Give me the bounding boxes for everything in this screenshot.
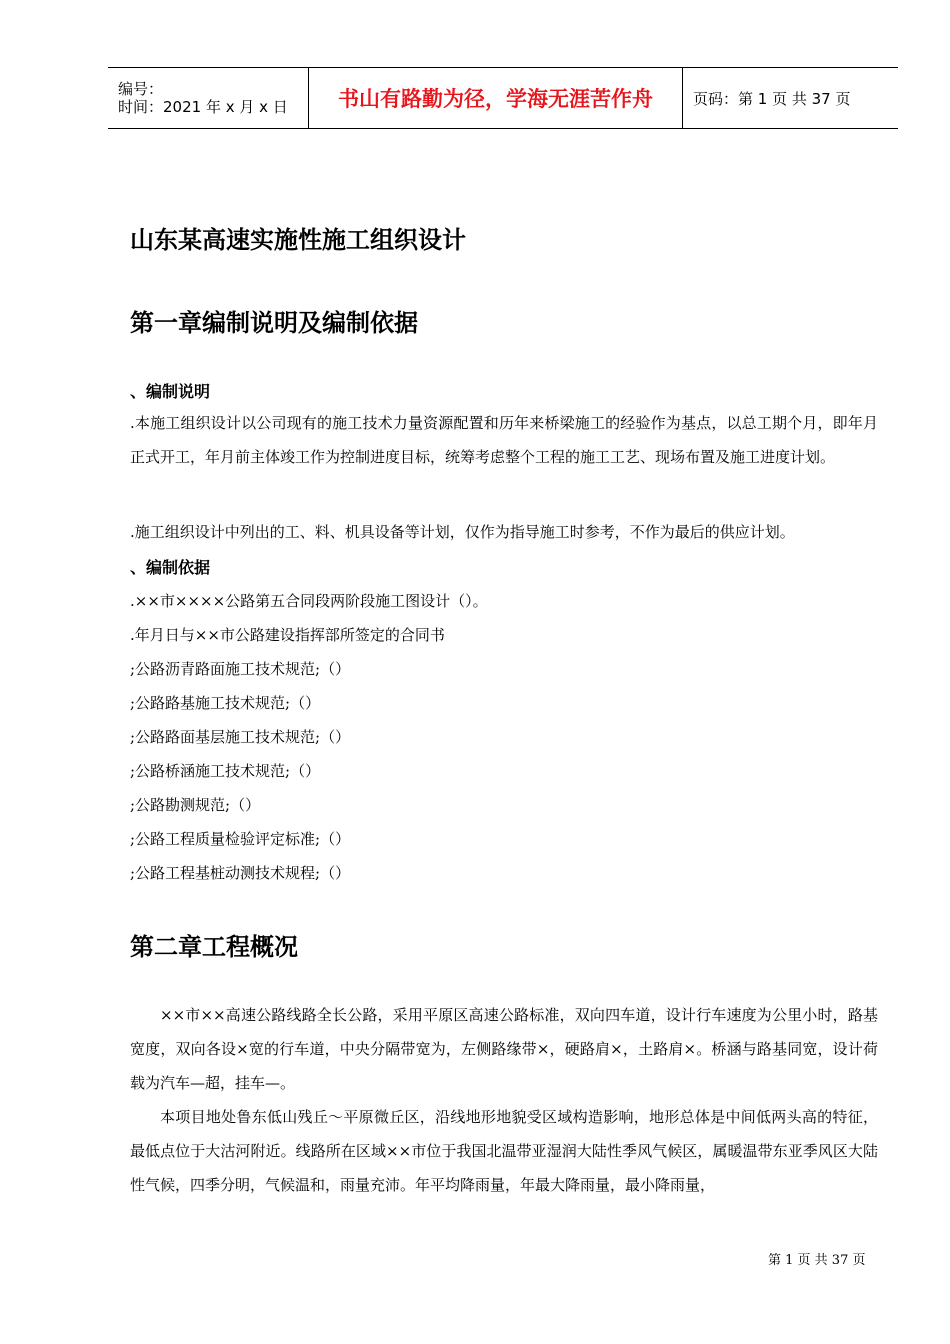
section-compilation-basis: 、编制依据 [130, 558, 211, 577]
basis-item: ;公路工程基桩动测技术规程;（） [130, 864, 351, 882]
basis-item: .××市××××公路第五合同段两阶段施工图设计（）。 [130, 592, 488, 610]
basis-item: ;公路沥青路面施工技术规范;（） [130, 660, 351, 678]
basis-item: ;公路路基施工技术规范;（） [130, 694, 321, 712]
header-page-label: 页码：第 1 页 共 37 页 [693, 89, 851, 108]
chapter2-heading: 第二章工程概况 [130, 933, 298, 961]
page-footer: 第 1 页 共 37 页 [768, 1253, 866, 1268]
chapter1-heading: 第一章编制说明及编制依据 [130, 309, 418, 337]
page-header [108, 67, 898, 129]
number-label: 编号： [118, 80, 164, 98]
basis-item: ;公路勘测规范;（） [130, 796, 261, 814]
paragraph: .施工组织设计中列出的工、料、机具设备等计划，仅作为指导施工时参考，不作为最后的供应计划。 [130, 523, 795, 541]
header-info [108, 68, 309, 128]
basis-item: ;公路工程质量检验评定标准;（） [130, 830, 351, 848]
document-title: 山东某高速实施性施工组织设计 [130, 226, 466, 254]
basis-item: ;公路路面基层施工技术规范;（） [130, 728, 351, 746]
paragraph: .本施工组织设计以公司现有的施工技术力量资源配置和历年来桥梁施工的经验作为基点，以总工期个月，即年月正式开工，年月前主体竣工作为控制进度目标，统筹考虑整个工程的施工工艺、现场布置及施工进度计划。 [130, 414, 878, 466]
basis-item: .年月日与××市公路建设指挥部所签定的合同书 [130, 626, 445, 644]
paragraph: ××市××高速公路线路全长公路，采用平原区高速公路标准，双向四车道，设计行车速度为公里小时，路基宽度，双向各设×宽的行车道，中央分隔带宽为，左侧路缘带×，硬路肩×，土路肩×。桥涵与路基同宽，设计荷载为汽车—超，挂车—。 [130, 1006, 878, 1092]
date-label: 时间：2021 年 x 月 x 日 [118, 98, 288, 116]
section-compilation-notes: 、编制说明 [130, 382, 211, 401]
basis-item: ;公路桥涵施工技术规范;（） [130, 762, 321, 780]
paragraph: 本项目地处鲁东低山残丘～平原微丘区，沿线地形地貌受区域构造影响，地形总体是中间低两头高的特征，最低点位于大沽河附近。线路所在区域××市位于我国北温带亚湿润大陆性季风气候区，属暖温带东亚季风区大陆性气候，四季分明，气候温和，雨量充沛。年平均降雨量，年最大降雨量，最小降雨量， [130, 1108, 878, 1194]
header-motto: 书山有路勤为径，学海无涯苦作舟 [309, 68, 683, 128]
